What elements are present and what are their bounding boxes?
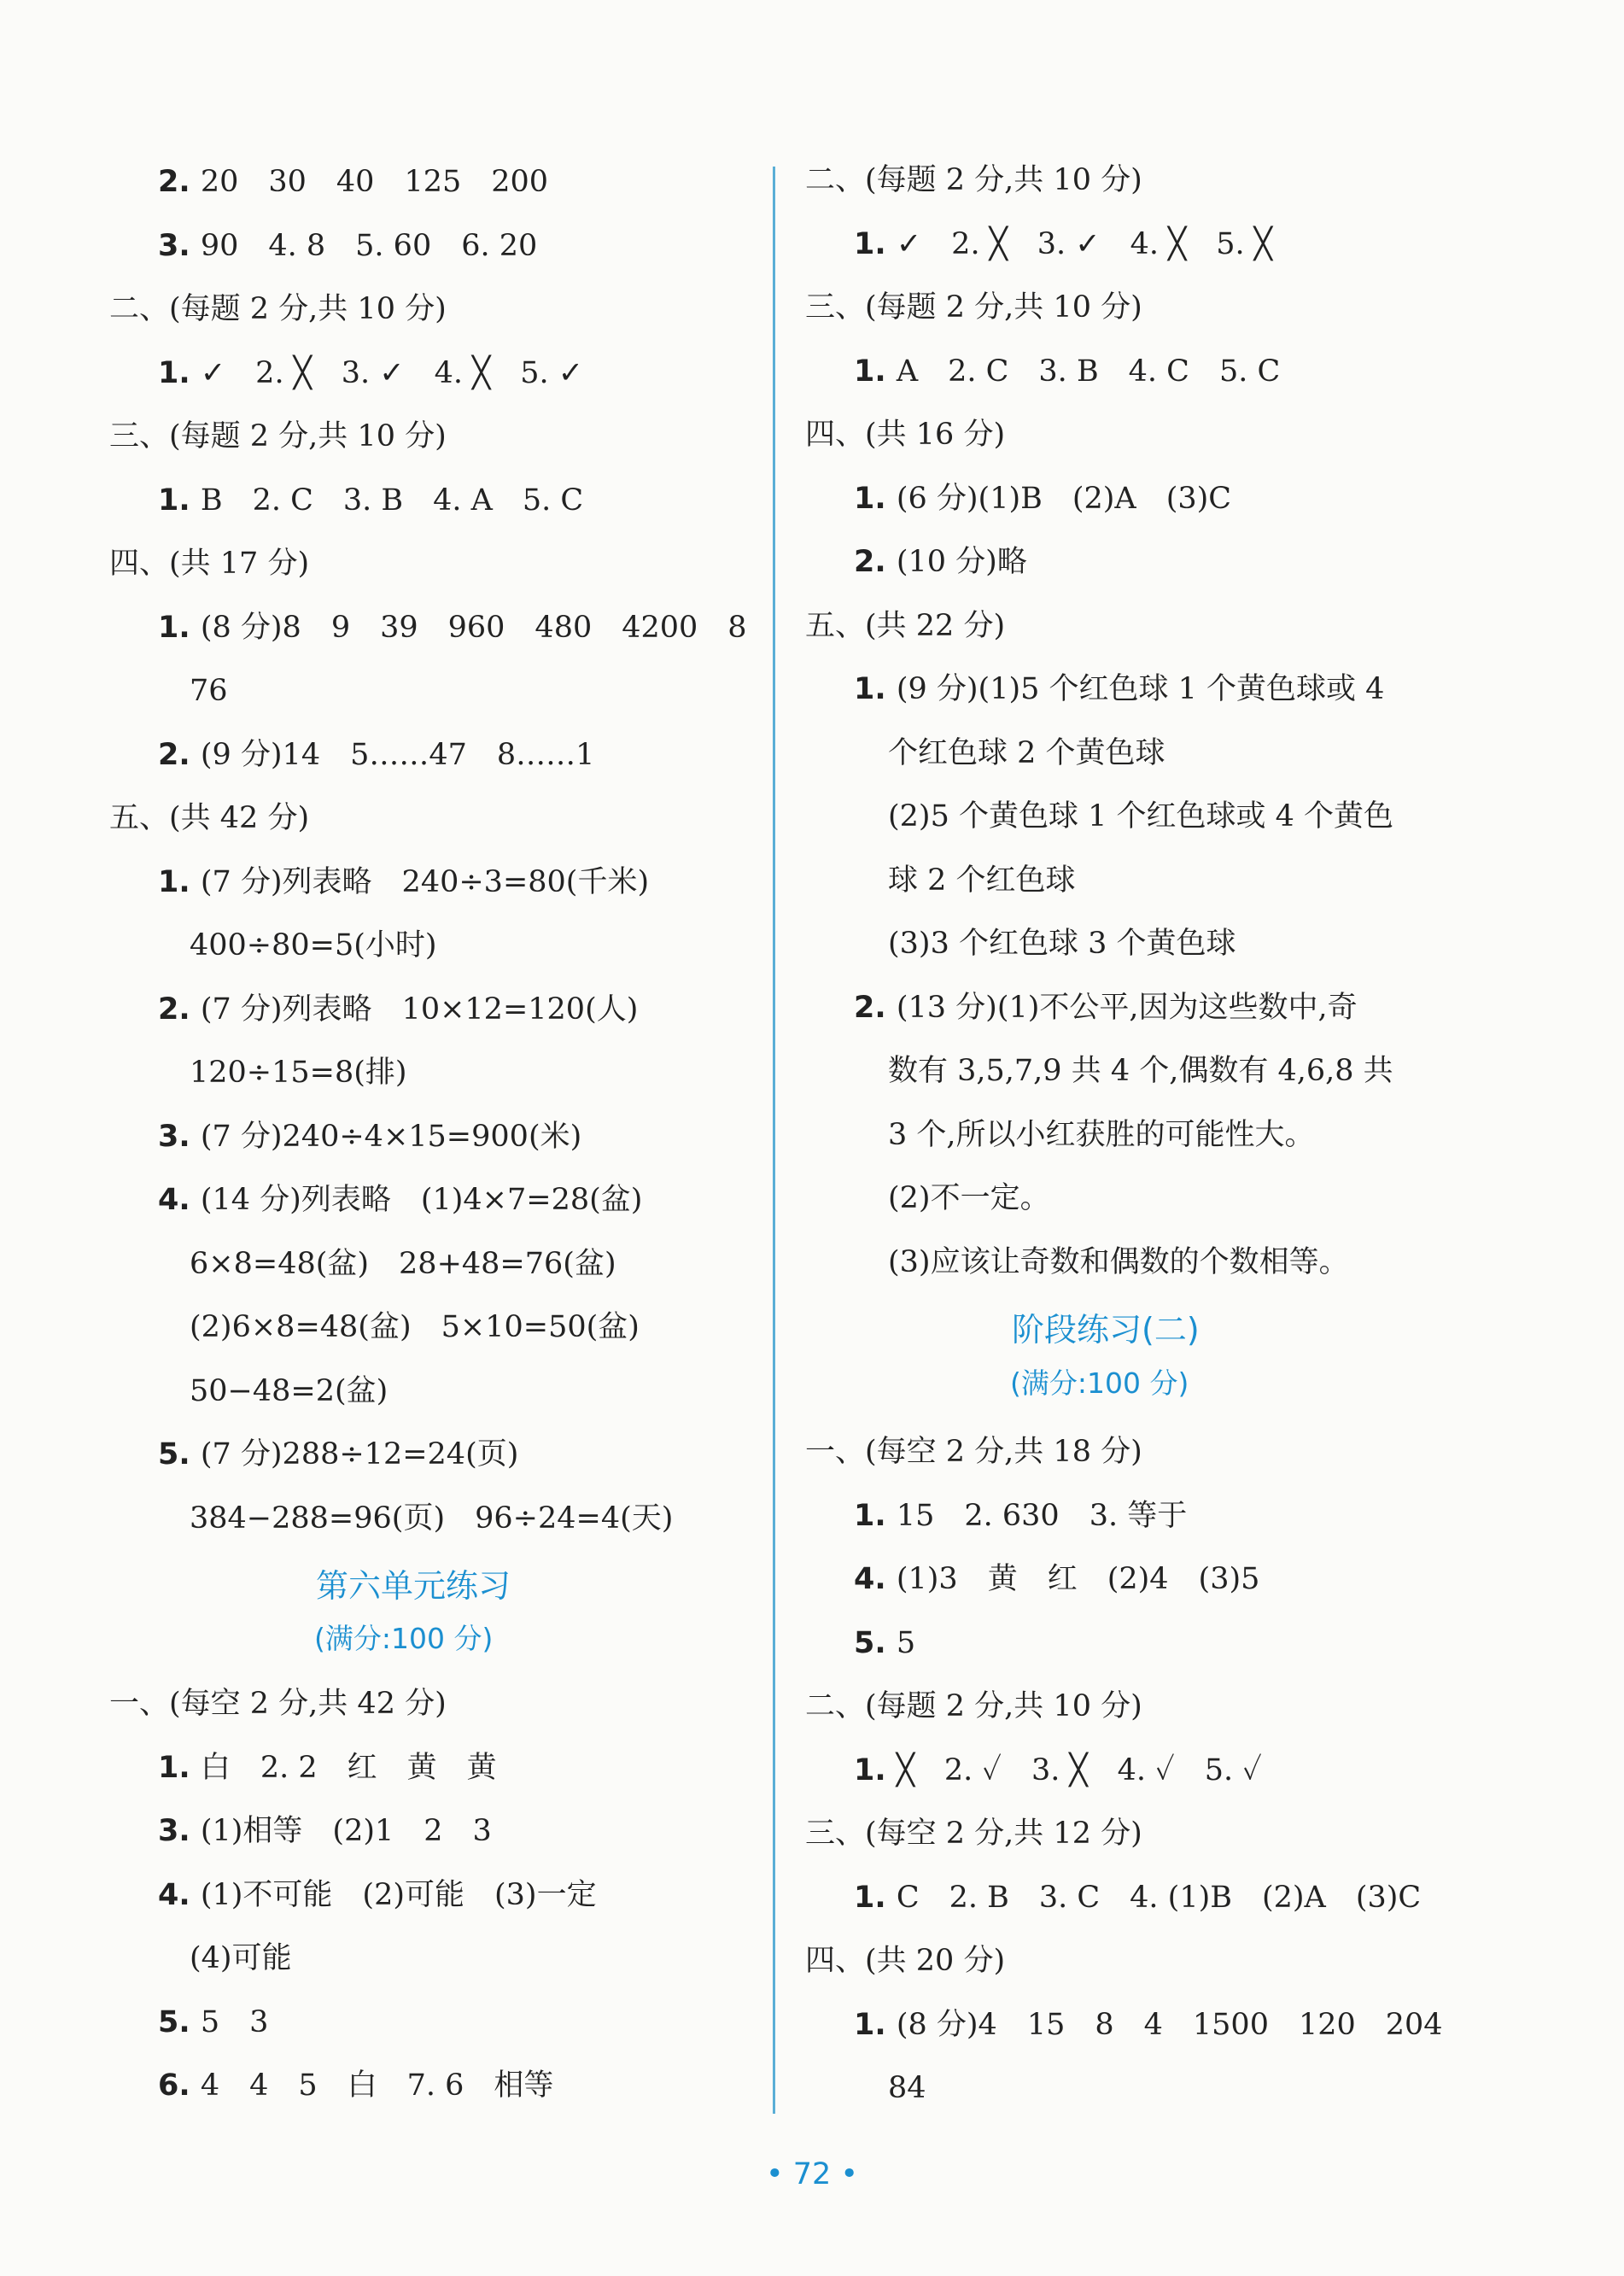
item-number: 2.	[158, 992, 201, 1027]
line-text: 6×8=48(盆) 28+48=76(盆)	[190, 1247, 616, 1281]
section-heading	[805, 1689, 1142, 1723]
answer-line	[158, 167, 548, 197]
item-number: 3.	[158, 1120, 201, 1154]
answer-line	[888, 2071, 926, 2105]
answer-line	[158, 613, 747, 643]
line-text: (7 分)288÷12=24(页)	[200, 1437, 519, 1472]
answer-line	[888, 1120, 1315, 1150]
line-text: (3)应该让奇数和偶数的个数相等。	[888, 1245, 1349, 1279]
item-number: 3.	[158, 1814, 201, 1848]
line-text: ╳ 2. ✓ 3. ╳ 4. ✓ 5. ✓	[896, 1753, 1262, 1787]
answer-line	[158, 1814, 492, 1848]
item-number: 5.	[854, 1626, 897, 1660]
line-text: (9 分)14 5……47 8……1	[200, 738, 595, 772]
item-number: 2.	[158, 738, 201, 772]
line-text: (6 分)(1)B (2)A (3)C	[896, 482, 1232, 516]
line-text: 384−288=96(页) 96÷24=4(天)	[190, 1501, 674, 1536]
answer-line	[888, 1056, 1393, 1086]
answer-line	[158, 740, 594, 770]
answer-line	[158, 992, 639, 1027]
section-heading	[805, 290, 1142, 325]
item-number: 2.	[854, 545, 897, 579]
item-number: 5.	[158, 1437, 201, 1472]
item-number: 3.	[158, 229, 201, 263]
line-text: 400÷80=5(小时)	[190, 928, 437, 962]
item-number: 1.	[854, 354, 897, 389]
section-subtitle: (满分:100 分)	[1010, 1366, 1189, 1400]
item-number: 1.	[158, 865, 201, 899]
line-text: 四、(共 17 分)	[109, 547, 310, 581]
line-text: (8 分)8 9 39 960 480 4200 8	[200, 611, 747, 645]
line-text: 120÷15=8(排)	[190, 1056, 407, 1090]
column-divider	[773, 167, 775, 2114]
line-text: (9 分)(1)5 个红色球 1 个黄色球或 4	[896, 672, 1385, 706]
answer-line	[158, 865, 650, 899]
line-text: (1)3 黄 红 (2)4 (3)5	[896, 1562, 1260, 1596]
answer-line	[854, 484, 1231, 514]
line-text: (14 分)列表略 (1)4×7=28(盆)	[200, 1183, 643, 1217]
answer-line	[190, 1941, 292, 1975]
line-text: C 2. B 3. C 4. (1)B (2)A (3)C	[896, 1881, 1422, 1915]
line-text: B 2. C 3. B 4. A 5. C	[200, 483, 584, 518]
line-text: 二、(每题 2 分,共 10 分)	[805, 1689, 1142, 1723]
answer-line	[190, 1310, 640, 1344]
answer-line	[190, 1058, 407, 1088]
section-heading	[805, 1946, 1005, 1976]
answer-line	[888, 799, 1394, 834]
line-text: 50−48=2(盆)	[190, 1374, 388, 1408]
line-text: ✓ 2. ╳ 3. ✓ 4. ╳ 5. ✓	[200, 356, 584, 390]
line-text: (7 分)列表略 240÷3=80(千米)	[200, 865, 650, 899]
answer-line	[158, 2068, 554, 2103]
item-number: 1.	[854, 672, 897, 706]
answer-line	[888, 1181, 1050, 1215]
item-number: 4.	[854, 1562, 897, 1596]
answer-line	[854, 1753, 1262, 1787]
line-text: (3)3 个红色球 3 个黄色球	[888, 927, 1236, 961]
item-number: 2.	[854, 991, 897, 1025]
line-text: (7 分)列表略 10×12=120(人)	[200, 992, 639, 1027]
item-number: 4.	[158, 1878, 201, 1912]
line-text: 76	[190, 674, 228, 708]
line-text: 3 个,所以小红获胜的可能性大。	[888, 1118, 1315, 1152]
item-number: 1.	[854, 2008, 897, 2042]
answer-line	[190, 676, 228, 706]
answer-line	[158, 1122, 581, 1152]
page-number: • 72 •	[765, 2157, 859, 2191]
answer-line	[854, 1562, 1260, 1596]
answer-line	[888, 1245, 1349, 1279]
line-text: 二、(每题 2 分,共 10 分)	[109, 292, 447, 326]
line-text: (13 分)(1)不公平,因为这些数中,奇	[896, 991, 1358, 1025]
section-heading	[805, 611, 1005, 641]
item-number: 5.	[158, 2005, 201, 2039]
answer-line	[158, 231, 537, 261]
line-text: 84	[888, 2071, 926, 2105]
answer-line	[854, 1501, 1187, 1531]
line-text: ✓ 2. ╳ 3. ✓ 4. ╳ 5. ╳	[896, 227, 1272, 261]
line-text: (10 分)略	[896, 545, 1027, 579]
line-text: 个红色球 2 个黄色球	[888, 736, 1165, 770]
answer-line	[158, 1437, 519, 1472]
item-number: 1.	[158, 483, 201, 518]
section-title: 第六单元练习	[316, 1567, 511, 1605]
section-heading	[805, 163, 1142, 197]
item-number: 2.	[158, 165, 201, 199]
line-text: 三、(每题 2 分,共 10 分)	[805, 290, 1142, 325]
answer-line	[158, 356, 584, 390]
section-heading	[805, 420, 1005, 450]
section-heading	[805, 1819, 1142, 1849]
line-text: (2)5 个黄色球 1 个红色球或 4 个黄色	[888, 799, 1394, 834]
item-number: 1.	[158, 1751, 201, 1785]
line-text: (8 分)4 15 8 4 1500 120 204	[896, 2008, 1443, 2042]
section-heading	[109, 292, 447, 326]
line-text: 白 2. 2 红 黄 黄	[200, 1751, 497, 1785]
answer-line	[158, 2005, 269, 2039]
line-text: (2)6×8=48(盆) 5×10=50(盆)	[190, 1310, 640, 1344]
item-number: 1.	[854, 1753, 897, 1787]
line-text: 15 2. 630 3. 等于	[896, 1499, 1188, 1533]
answer-line	[888, 929, 1236, 959]
answer-line	[190, 928, 437, 962]
answer-line	[158, 1185, 642, 1215]
line-text: 4 4 5 白 7. 6 相等	[200, 2068, 554, 2103]
item-number: 4.	[158, 1183, 201, 1217]
line-text: (1)不可能 (2)可能 (3)一定	[200, 1878, 597, 1912]
answer-line	[854, 1626, 916, 1660]
line-text: (7 分)240÷4×15=900(米)	[200, 1120, 582, 1154]
line-text: 球 2 个红色球	[888, 863, 1076, 898]
line-text: (4)可能	[190, 1941, 292, 1975]
answer-line	[190, 1501, 674, 1536]
line-text: 三、(每空 2 分,共 12 分)	[805, 1817, 1142, 1851]
answer-line	[854, 227, 1272, 261]
line-text: 五、(共 42 分)	[109, 801, 310, 835]
answer-line	[854, 354, 1281, 389]
line-text: 五、(共 22 分)	[805, 609, 1006, 643]
section-heading	[109, 549, 309, 579]
line-text: 四、(共 16 分)	[805, 418, 1006, 452]
item-number: 1.	[854, 1881, 897, 1915]
line-text: 5	[896, 1626, 916, 1660]
item-number: 1.	[158, 356, 201, 390]
section-title: 阶段练习(二)	[1012, 1311, 1200, 1349]
item-number: 1.	[854, 482, 897, 516]
item-number: 6.	[158, 2068, 201, 2103]
item-number: 1.	[854, 1499, 897, 1533]
section-heading	[109, 801, 310, 835]
answer-line	[190, 1249, 616, 1279]
answer-line	[888, 736, 1165, 770]
line-text: 20 30 40 125 200	[200, 165, 549, 199]
line-text: 一、(每空 2 分,共 42 分)	[109, 1687, 447, 1721]
answer-line	[854, 1883, 1421, 1913]
answer-line	[854, 672, 1385, 706]
answer-line	[158, 1753, 497, 1783]
section-heading	[109, 419, 447, 453]
line-text: 一、(每空 2 分,共 18 分)	[805, 1435, 1142, 1469]
answer-line	[888, 863, 1076, 898]
answer-line	[854, 993, 1358, 1023]
line-text: (2)不一定。	[888, 1181, 1050, 1215]
section-subtitle: (满分:100 分)	[314, 1622, 494, 1655]
section-heading	[805, 1437, 1142, 1467]
answer-line	[190, 1374, 388, 1408]
line-text: 二、(每题 2 分,共 10 分)	[805, 163, 1142, 197]
line-text: 三、(每题 2 分,共 10 分)	[109, 419, 447, 453]
line-text: (1)相等 (2)1 2 3	[200, 1814, 492, 1848]
answer-line	[854, 2010, 1443, 2040]
answer-line	[854, 547, 1027, 577]
item-number: 1.	[158, 611, 201, 645]
section-heading	[109, 1689, 447, 1719]
line-text: 90 4. 8 5. 60 6. 20	[200, 229, 538, 263]
answer-line	[158, 483, 584, 518]
line-text: 数有 3,5,7,9 共 4 个,偶数有 4,6,8 共	[888, 1054, 1393, 1088]
answer-line	[158, 1878, 597, 1912]
line-text: 5 3	[200, 2005, 269, 2039]
line-text: 四、(共 20 分)	[805, 1944, 1006, 1978]
line-text: A 2. C 3. B 4. C 5. C	[896, 354, 1281, 389]
item-number: 1.	[854, 227, 897, 261]
